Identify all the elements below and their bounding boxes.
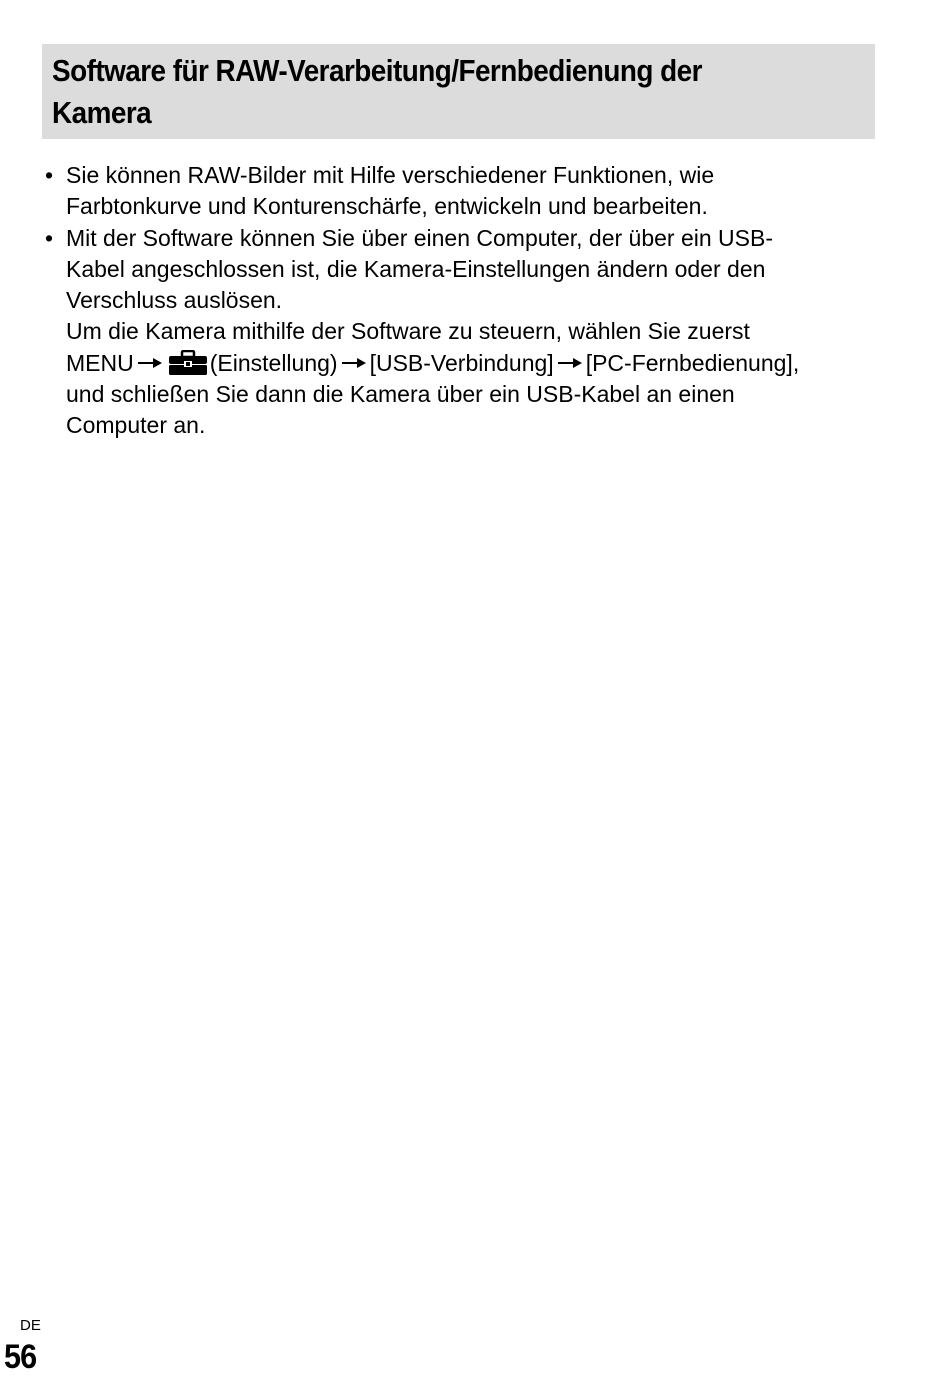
bullet-item-remote bbox=[45, 223, 885, 442]
text-line: Farbtonkurve und Konturenschärfe, entwickeln und bearbeiten. bbox=[66, 193, 708, 220]
setting-label: (Einstellung) bbox=[209, 349, 338, 376]
right-arrow-icon bbox=[341, 356, 367, 370]
bullet-dot: • bbox=[45, 162, 54, 188]
bullet-dot: • bbox=[45, 224, 54, 251]
text-line: Um die Kamera mithilfe der Software zu steuern, wählen Sie zuerst bbox=[66, 318, 750, 345]
text-line: und schließen Sie dann die Kamera über ein USB-Kabel an einen bbox=[66, 381, 735, 408]
section-heading bbox=[52, 50, 862, 134]
right-arrow-icon bbox=[557, 356, 583, 370]
body-content bbox=[45, 160, 885, 442]
text-line: Kabel angeschlossen ist, die Kamera-Einstellungen ändern oder den bbox=[66, 255, 766, 282]
usb-connection-label: [USB-Verbindung] bbox=[369, 349, 554, 376]
text-line: Computer an. bbox=[66, 412, 206, 439]
text-line: Sie können RAW-Bilder mit Hilfe verschiedener Funktionen, wie bbox=[66, 162, 715, 188]
right-arrow-icon bbox=[137, 356, 163, 370]
menu-path-line bbox=[66, 348, 885, 379]
section-heading-box bbox=[42, 44, 875, 139]
bullet-list bbox=[45, 160, 885, 442]
menu-label: MENU bbox=[66, 349, 134, 376]
text-line: Mit der Software können Sie über einen Computer, der über ein USB- bbox=[66, 224, 773, 251]
pc-remote-label: [PC-Fernbedienung], bbox=[585, 349, 800, 376]
language-code: DE bbox=[20, 1317, 41, 1334]
heading-line-2: Kamera bbox=[52, 95, 152, 130]
heading-line-1: Software für RAW-Verarbeitung/Fernbedienung der bbox=[52, 53, 702, 88]
text-line: Verschluss auslösen. bbox=[66, 287, 283, 314]
bullet-item-raw bbox=[45, 160, 885, 223]
page-number: 56 bbox=[4, 1338, 37, 1376]
toolbox-icon bbox=[168, 350, 208, 376]
